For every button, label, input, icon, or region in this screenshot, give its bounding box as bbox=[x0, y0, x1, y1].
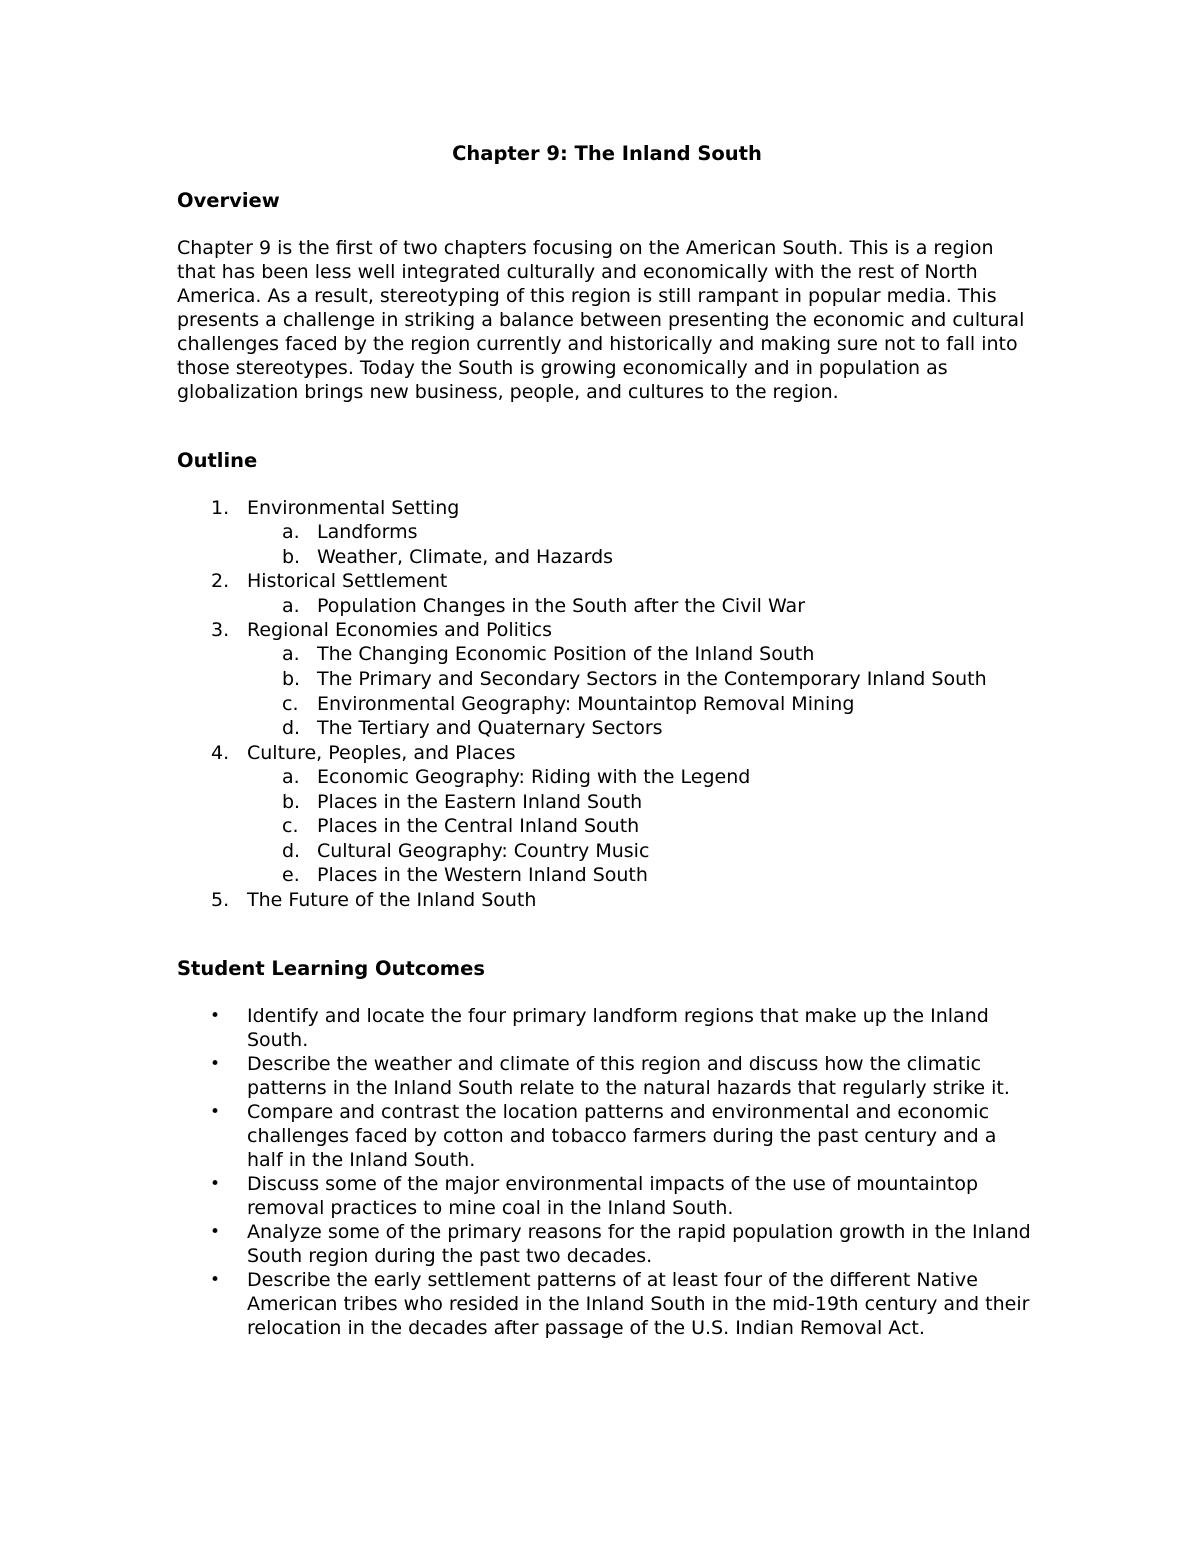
outline-subitem bbox=[247, 814, 1037, 839]
outline-subitem bbox=[247, 839, 1037, 864]
outline-subitem bbox=[247, 594, 1037, 619]
outline-subitem-letter: a. bbox=[282, 594, 300, 617]
outcomes-heading: Student Learning Outcomes bbox=[177, 957, 485, 981]
outline-subitem-label: Population Changes in the South after the Civil War bbox=[317, 594, 806, 617]
outcome-text: Discuss some of the major environmental impacts of the use of mountaintop removal practices to mine coal in the Inland South. bbox=[247, 1173, 979, 1220]
outline-item-number: 3. bbox=[211, 619, 230, 642]
outline-heading: Outline bbox=[177, 449, 258, 472]
outcome-item bbox=[177, 1268, 1037, 1340]
outline-subitem-letter: a. bbox=[282, 765, 300, 788]
outline-item bbox=[177, 569, 1037, 618]
outline-subitem bbox=[247, 765, 1037, 790]
outline-subitem-letter: b. bbox=[282, 790, 301, 813]
outline-item-label: Culture, Peoples, and Places bbox=[247, 741, 516, 764]
outline-list bbox=[177, 496, 1037, 912]
outline-item-number: 2. bbox=[211, 570, 230, 593]
bullet-icon: • bbox=[210, 1174, 221, 1195]
outcome-item bbox=[177, 1052, 1037, 1100]
outcome-text: Describe the weather and climate of this region and discuss how the climatic patterns in the Inland South relate to the natural hazards that regularly strike it. bbox=[247, 1053, 1010, 1100]
outline-sublist bbox=[247, 594, 1037, 619]
outline-item-label: Regional Economies and Politics bbox=[247, 619, 552, 642]
outline-subitem bbox=[247, 863, 1037, 888]
outline-item-label: The Future of the Inland South bbox=[247, 888, 537, 911]
outline-subitem bbox=[247, 667, 1037, 692]
outline-subitem bbox=[247, 520, 1037, 545]
outline-sublist bbox=[247, 642, 1037, 740]
outcomes-list bbox=[177, 1004, 1037, 1340]
outline-subitem-letter: b. bbox=[282, 545, 301, 568]
outcome-item bbox=[177, 1100, 1037, 1172]
outline-subitem-label: The Changing Economic Position of the Inland South bbox=[317, 643, 815, 666]
outline-item-label: Environmental Setting bbox=[247, 497, 460, 519]
outline-subitem-letter: c. bbox=[282, 692, 299, 715]
outcome-text: Describe the early settlement patterns of at least four of the different Native American tribes who resided in the Inland South in the mid-19th century and their relocation in the decades after passage of the U.S. Indian Removal Act. bbox=[247, 1269, 1030, 1340]
outline-subitem-label: Places in the Western Inland South bbox=[317, 864, 648, 887]
bullet-icon: • bbox=[210, 1270, 221, 1291]
outline-subitem-label: The Tertiary and Quaternary Sectors bbox=[317, 717, 663, 740]
outline-subitem bbox=[247, 642, 1037, 667]
outline-sublist bbox=[247, 520, 1037, 569]
outline-subitem-label: Cultural Geography: Country Music bbox=[317, 839, 650, 862]
outline-item bbox=[177, 888, 1037, 912]
outcome-item bbox=[177, 1172, 1037, 1220]
outline-subitem-label: Places in the Eastern Inland South bbox=[317, 790, 643, 813]
outline-subitem-label: Weather, Climate, and Hazards bbox=[317, 545, 614, 568]
outcomes-section bbox=[177, 956, 1037, 1340]
outcome-item bbox=[177, 1220, 1037, 1268]
outline-item bbox=[177, 496, 1037, 569]
outline-item-label: Historical Settlement bbox=[247, 570, 448, 593]
outline-subitem-label: Economic Geography: Riding with the Legend bbox=[317, 765, 751, 788]
outline-subitem-letter: a. bbox=[282, 521, 300, 544]
bullet-icon: • bbox=[210, 1102, 221, 1123]
outcome-text: Compare and contrast the location patterns and environmental and economic challenges faced by cotton and tobacco farmers during the past century and a half in the Inland South. bbox=[247, 1101, 997, 1172]
outline-subitem-letter: a. bbox=[282, 643, 300, 666]
outline-subitem bbox=[247, 692, 1037, 717]
outline-subitem-letter: c. bbox=[282, 815, 299, 838]
bullet-icon: • bbox=[210, 1222, 221, 1243]
outcome-text: Identify and locate the four primary landform regions that make up the Inland South. bbox=[247, 1005, 989, 1052]
page-title: Chapter 9: The Inland South bbox=[452, 142, 762, 165]
outline-item bbox=[177, 618, 1037, 741]
outline-item-number: 5. bbox=[211, 888, 230, 911]
outline-subitem bbox=[247, 545, 1037, 570]
bullet-icon: • bbox=[210, 1054, 221, 1075]
outline-subitem bbox=[247, 790, 1037, 815]
outline-section bbox=[177, 448, 1037, 912]
outline-item-number: 1. bbox=[211, 497, 230, 519]
overview-section bbox=[177, 188, 1037, 404]
document-page bbox=[177, 140, 1037, 1340]
outline-subitem-letter: d. bbox=[282, 839, 301, 862]
overview-heading: Overview bbox=[177, 189, 280, 212]
overview-paragraph: Chapter 9 is the first of two chapters focusing on the American South. This is a region that has been less well integrated culturally and economically with the rest of North America. As a result, stereotyping of this region is still rampant in popular media. This presents a challenge in striking a balance between presenting the economic and cultural challenges faced by the region currently and historically and making sure not to fall into those stereotypes. Today the South is growing economically and in population as globalization brings new business, people, and cultures to the region. bbox=[177, 237, 1025, 403]
outline-subitem-letter: e. bbox=[282, 864, 300, 887]
outline-subitem-letter: b. bbox=[282, 667, 301, 690]
outline-item bbox=[177, 741, 1037, 888]
outline-subitem-label: The Primary and Secondary Sectors in the Contemporary Inland South bbox=[317, 667, 987, 690]
bullet-icon: • bbox=[210, 1006, 221, 1027]
outline-sublist bbox=[247, 765, 1037, 888]
outcome-item bbox=[177, 1004, 1037, 1052]
outline-subitem-label: Environmental Geography: Mountaintop Removal Mining bbox=[317, 692, 855, 715]
outline-subitem-letter: d. bbox=[282, 717, 301, 740]
outline-subitem-label: Places in the Central Inland South bbox=[317, 815, 640, 838]
outline-item-number: 4. bbox=[211, 741, 230, 764]
outline-subitem-label: Landforms bbox=[317, 521, 418, 544]
outline-subitem bbox=[247, 716, 1037, 741]
outcome-text: Analyze some of the primary reasons for the rapid population growth in the Inland South region during the past two decades. bbox=[247, 1221, 1031, 1268]
